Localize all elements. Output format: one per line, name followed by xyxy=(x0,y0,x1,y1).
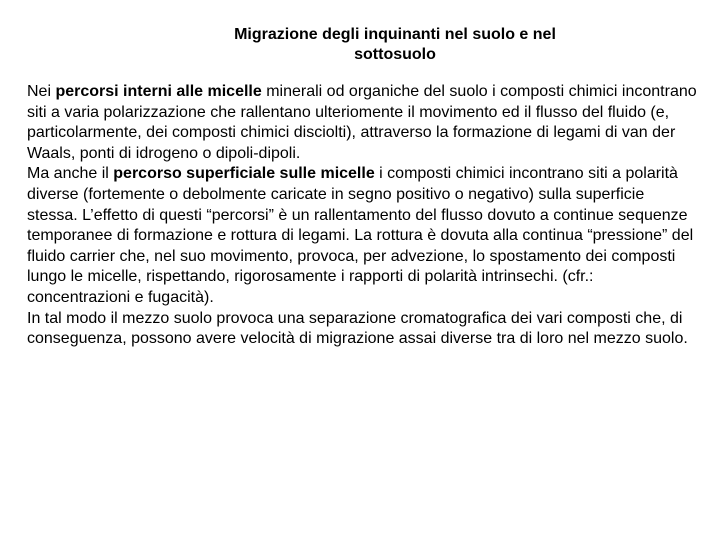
paragraph-1-highlight: percorsi interni alle micelle xyxy=(55,83,262,100)
paragraph-1-body: minerali od organiche del suolo i composti chimici incontrano siti a varia polarizzazione che rallentano ulteriomente il movimento ed il flusso del fluido (e, particolarmente, dei composti chimici disciolti), attraverso la formazione di legami di van der Waals, ponti di idrogeno o dipoli-dipoli. xyxy=(27,83,697,162)
slide-title: Migrazione degli inquinanti nel suolo e nel sottosuolo xyxy=(234,26,556,63)
paragraph-conclusion: In tal modo il mezzo suolo provoca una separazione cromatografica dei vari composti che, di conseguenza, possono avere velocità di migrazione assai diverse tra di loro nel mezzo suolo. xyxy=(27,309,688,348)
paragraph-internal-paths xyxy=(27,82,697,164)
paragraph-1-intro: Nei xyxy=(27,83,56,100)
paragraph-surface-paths xyxy=(27,164,697,308)
paragraph-2-intro: Ma anche il xyxy=(27,165,114,183)
paragraph-2-highlight: percorso superficiale sulle micelle xyxy=(113,165,375,183)
slide-body xyxy=(27,82,697,350)
paragraph-2-body: i composti chimici incontrano siti a polarità diverse (fortemente o debolmente caricate in segno positivo o negativo) sulla superficie stessa. L’effetto di questi “percorsi” è un rallentamento del flusso dovuto a continue sequenze temporanee di formazione e rottura di legami. La rottura è dovuta alla continua “pressione” del fluido carrier che, nel suo movimento, provoca, per advezione, lo spostamento dei composti lungo le micelle, rispettando, rigorosamente i rapporti di polarità intrinsechi. (cfr.: concentrazioni e fugacità). xyxy=(27,165,694,306)
